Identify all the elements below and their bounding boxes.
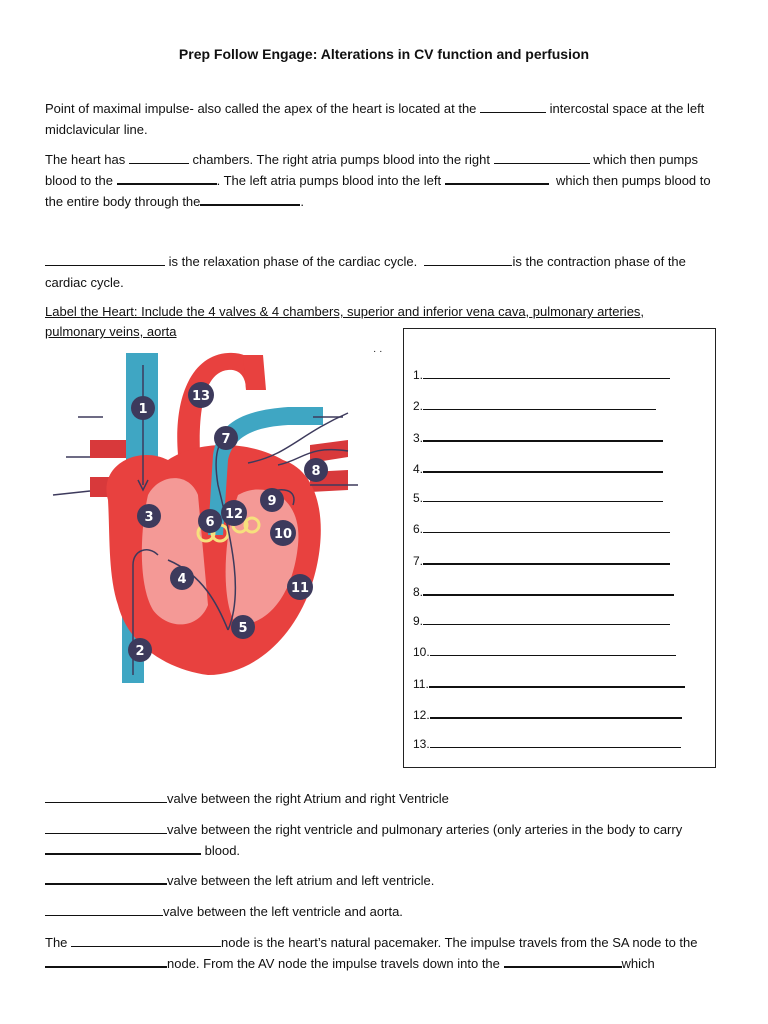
blank-sa-node[interactable] xyxy=(71,933,221,947)
label-answer-box xyxy=(403,328,716,768)
svg-text:4: 4 xyxy=(177,572,187,587)
badge-7 xyxy=(214,426,238,450)
label-line-2[interactable]: 2. xyxy=(413,397,656,413)
svg-text:11: 11 xyxy=(290,581,310,596)
badge-9 xyxy=(260,488,284,512)
label-line-9[interactable]: 9. xyxy=(413,612,670,628)
chambers-text-4: . The left atria pumps blood into the left xyxy=(216,173,442,188)
chambers-text-1: The heart has xyxy=(45,152,126,167)
blank-mitral[interactable] xyxy=(45,870,167,885)
label-line-7[interactable]: 7. xyxy=(413,551,670,567)
blank-bundle-his[interactable] xyxy=(504,953,622,968)
pmi-text-2: intercostal space at the left midclavicular line. xyxy=(45,101,705,137)
chambers-paragraph xyxy=(45,149,730,212)
svg-text:7: 7 xyxy=(221,432,231,447)
badge-10 xyxy=(270,520,296,546)
blank-intercostal[interactable] xyxy=(480,99,546,113)
blank-av-node[interactable] xyxy=(45,953,167,968)
valve-question-2: valve between the right ventricle and pulmonary arteries (only arteries in the body to carry blood. xyxy=(45,819,730,861)
cycle-paragraph xyxy=(45,251,730,293)
label-line-5[interactable]: 5. xyxy=(413,489,663,505)
blank-aortic[interactable] xyxy=(45,902,163,916)
svg-text:1: 1 xyxy=(138,402,148,417)
valve-question-4: valve between the left ventricle and aorta. xyxy=(45,901,730,922)
page-title: Prep Follow Engage: Alterations in CV function and perfusion xyxy=(178,46,590,62)
svg-text:12: 12 xyxy=(224,507,244,522)
label-line-8[interactable]: 8. xyxy=(413,582,674,598)
node-paragraph: The node is the heart’s natural pacemaker. The impulse travels from the SA node to the node. From the AV node the impulse travels down into the which xyxy=(45,935,698,971)
svg-text:10: 10 xyxy=(273,527,293,542)
blank-tricuspid[interactable] xyxy=(45,789,167,803)
blank-chamber-count[interactable] xyxy=(129,150,189,164)
chambers-text-2: chambers. The right atria pumps blood into the right xyxy=(192,152,490,167)
blank-aorta[interactable] xyxy=(200,191,300,206)
badge-11 xyxy=(287,574,313,600)
badge-1 xyxy=(131,396,155,420)
chambers-text-5: which then pumps blood to the entire body through the xyxy=(45,173,711,209)
blank-pulmonic[interactable] xyxy=(45,820,167,834)
label-line-10[interactable]: 10. xyxy=(413,643,676,659)
label-line-11[interactable]: 11. xyxy=(413,674,685,690)
badge-13 xyxy=(188,382,214,408)
blank-deoxygenated[interactable] xyxy=(45,840,201,855)
pmi-paragraph xyxy=(45,98,730,140)
label-line-13[interactable]: 13. xyxy=(413,735,681,751)
blank-lungs[interactable] xyxy=(117,170,217,185)
cycle-text-1: is the relaxation phase of the cardiac cycle. xyxy=(168,254,418,269)
blank-systole[interactable] xyxy=(424,252,512,266)
label-line-12[interactable]: 12. xyxy=(413,705,682,721)
svg-text:5: 5 xyxy=(238,621,248,636)
svg-text:13: 13 xyxy=(191,389,211,404)
label-line-4[interactable]: 4. xyxy=(413,459,663,475)
svg-text:8: 8 xyxy=(311,464,321,479)
valve-question-3: valve between the left atrium and left ventricle. xyxy=(45,870,730,891)
label-line-3[interactable]: 3. xyxy=(413,428,663,444)
badge-3 xyxy=(137,504,161,528)
chambers-text-6: . xyxy=(300,194,305,209)
stray-mark: · · xyxy=(373,346,383,357)
svg-text:6: 6 xyxy=(205,515,215,530)
badge-12 xyxy=(221,500,247,526)
svg-text:2: 2 xyxy=(135,644,145,659)
badge-5 xyxy=(231,615,255,639)
valve-question-1: valve between the right Atrium and right Ventricle xyxy=(45,788,730,809)
blank-left-ventricle[interactable] xyxy=(445,170,549,185)
heart-diagram xyxy=(48,345,368,690)
cycle-text-2: is the contraction phase of the cardiac cycle. xyxy=(45,254,686,290)
chambers-text-3: which then pumps blood to the xyxy=(45,152,698,188)
svg-text:9: 9 xyxy=(267,494,277,509)
label-line-6[interactable]: 6. xyxy=(413,520,670,536)
svg-text:3: 3 xyxy=(144,510,154,525)
label-line-1[interactable]: 1. xyxy=(413,366,670,382)
badge-2 xyxy=(128,638,152,662)
badge-4 xyxy=(170,566,194,590)
badge-6 xyxy=(198,509,222,533)
badge-8 xyxy=(304,458,328,482)
label-instruction: Label the Heart: Include the 4 valves & 4 chambers, superior and inferior vena cava, pulmonary arteries, pulmonary veins, aorta xyxy=(45,304,645,339)
blank-diastole[interactable] xyxy=(45,252,165,266)
pmi-text-1: Point of maximal impulse- also called the apex of the heart is located at the xyxy=(45,101,477,116)
blank-right-ventricle[interactable] xyxy=(494,150,590,164)
